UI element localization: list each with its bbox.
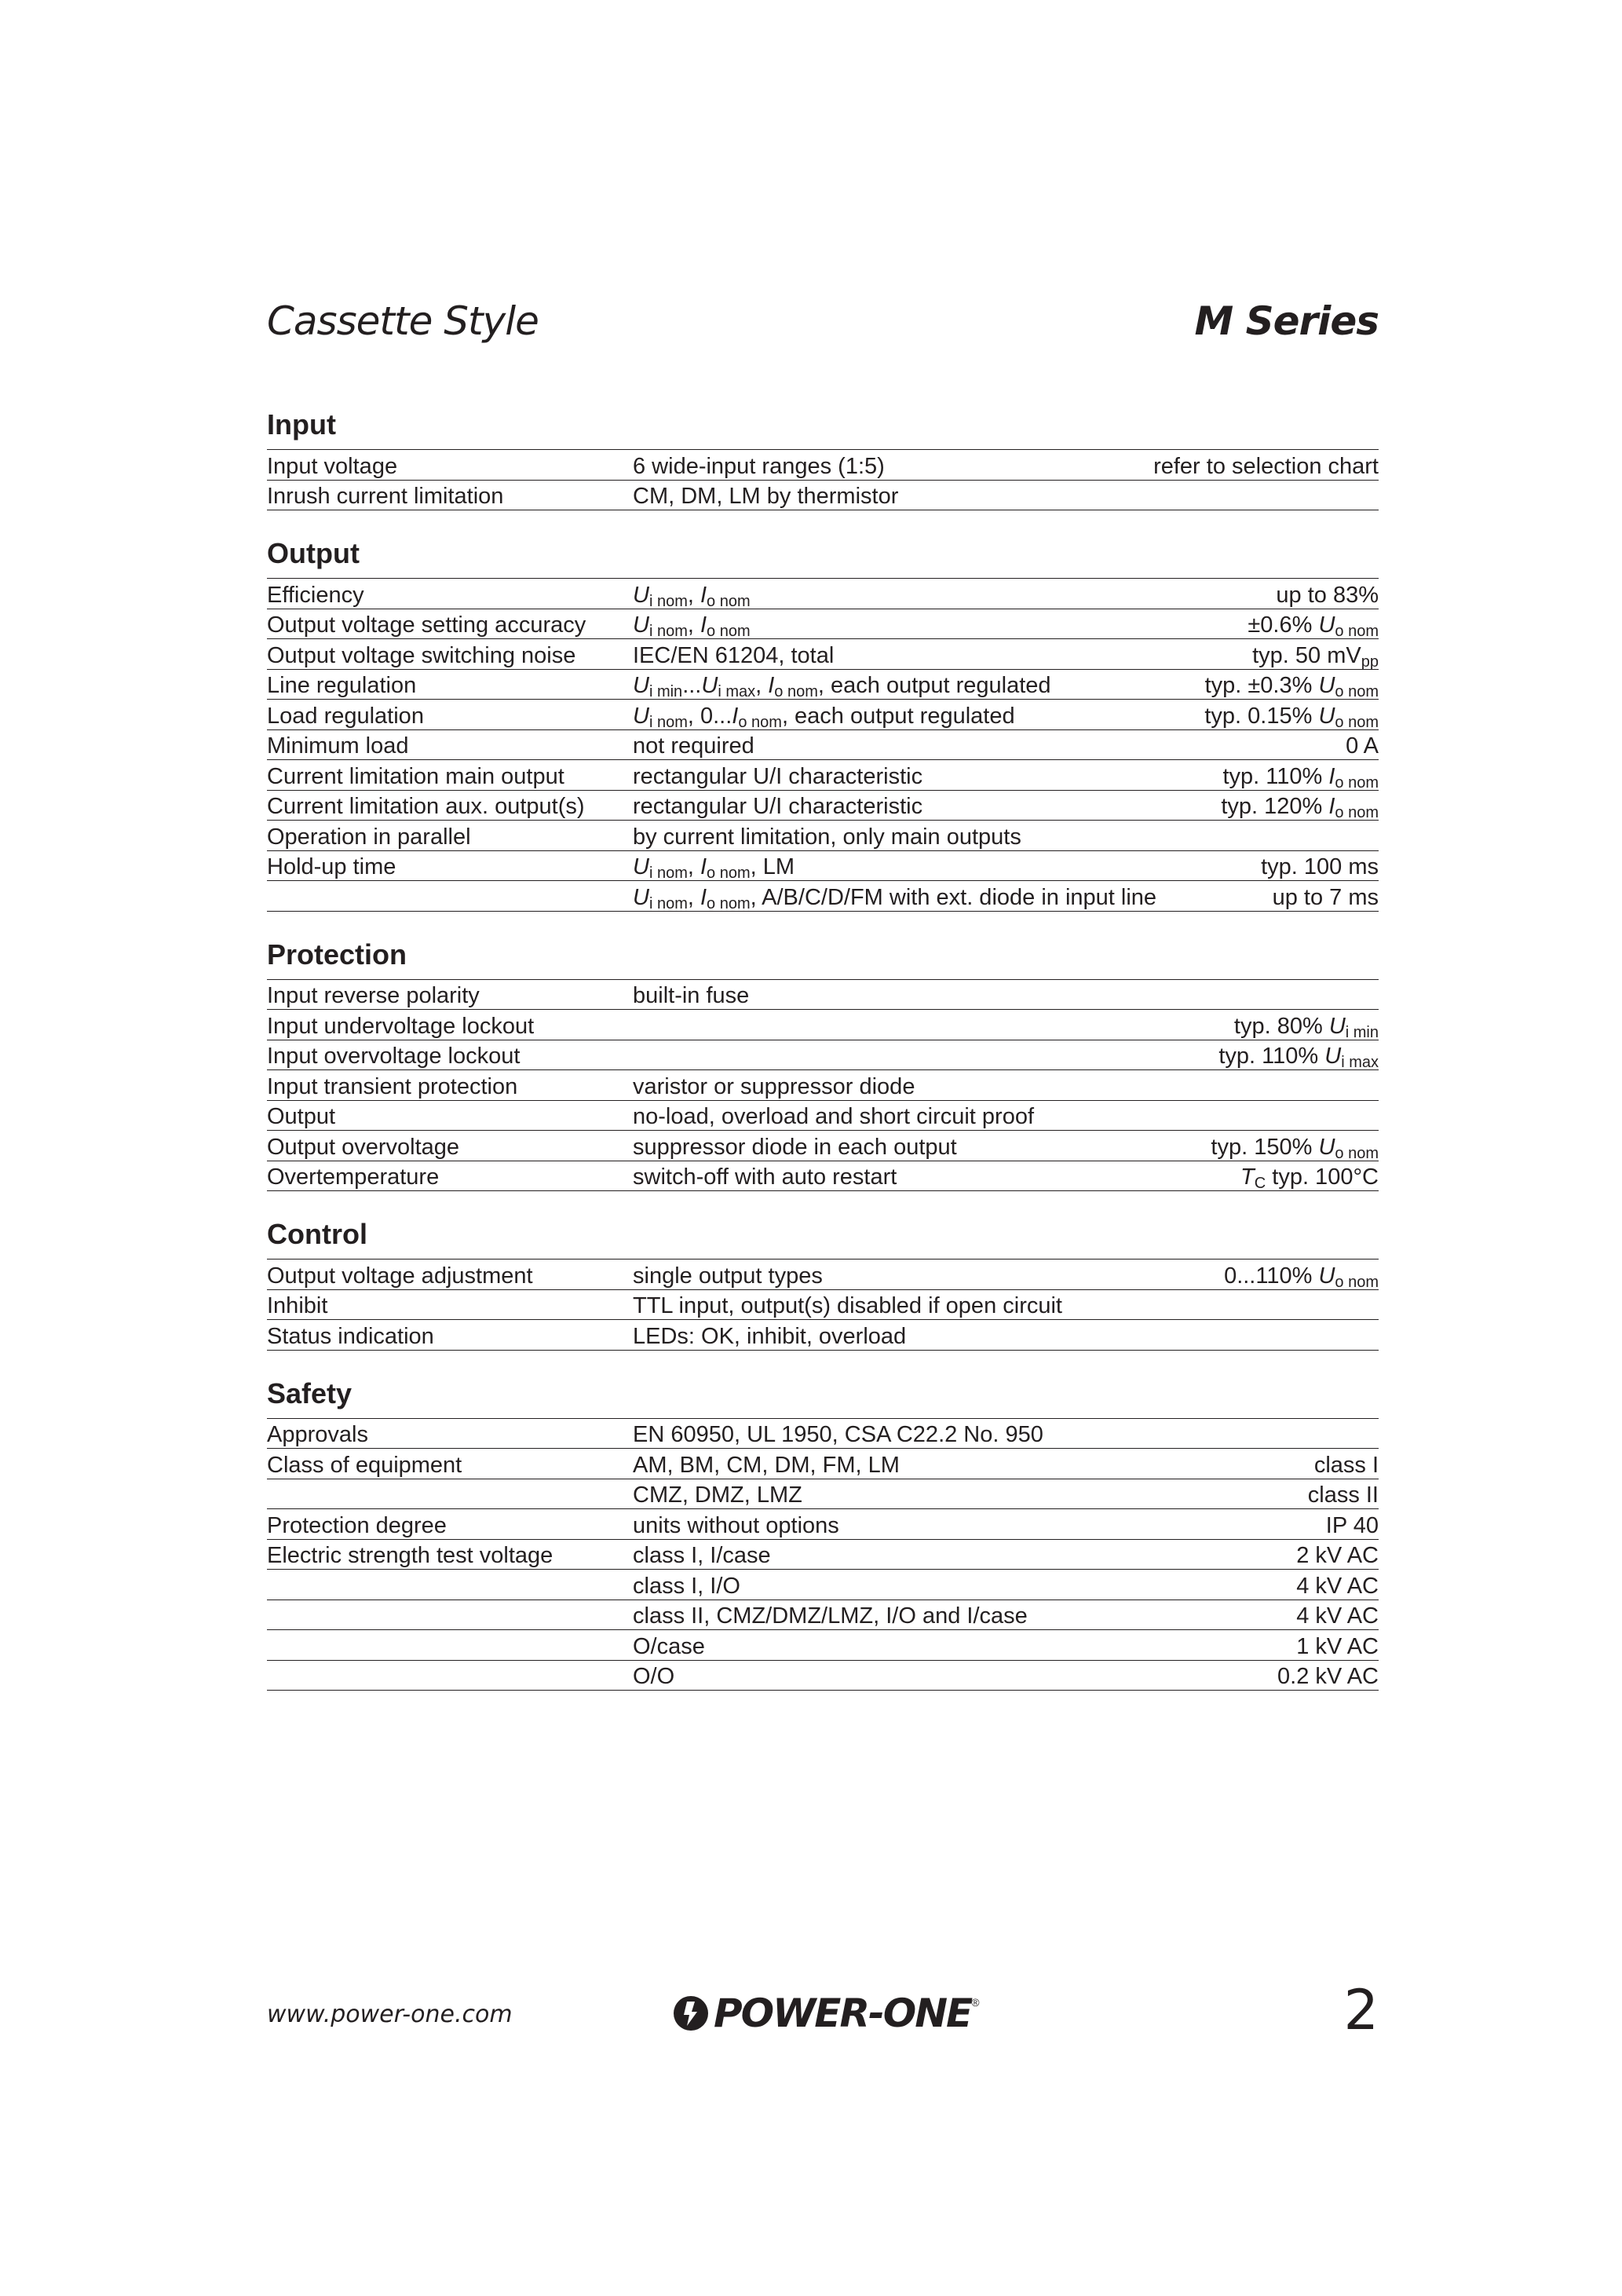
condition-cell: single output types: [633, 1260, 1120, 1290]
value-cell: [1120, 480, 1379, 510]
condition-cell: CM, DM, LM by thermistor: [633, 480, 1120, 510]
table-row: [267, 1449, 1379, 1479]
parameter-cell: [267, 1600, 633, 1630]
value-cell: refer to selection chart: [1120, 450, 1379, 481]
value-cell: up to 83%: [1156, 579, 1379, 609]
condition-cell: $U_{i nom}$, $I_{o nom}$, LM: [633, 850, 1156, 881]
condition-cell: rectangular U/I characteristic: [633, 760, 1156, 791]
condition-cell: $U_{i nom}$, $I_{o nom}$: [633, 609, 1156, 639]
section-title-output: Output: [267, 537, 360, 569]
condition-cell: LEDs: OK, inhibit, overload: [633, 1320, 1120, 1351]
parameter-cell: [267, 881, 633, 912]
value-cell: up to 7 ms: [1156, 881, 1379, 912]
parameter-cell: Status indication: [267, 1320, 633, 1351]
value-cell: 4 kV AC: [1120, 1600, 1379, 1630]
value-cell: 0 A: [1156, 729, 1379, 760]
table-row: [267, 1070, 1379, 1101]
table-row: [267, 1100, 1379, 1131]
value-cell: 4 kV AC: [1120, 1570, 1379, 1600]
table-row: [267, 579, 1379, 609]
value-cell: 0.2 kV AC: [1120, 1660, 1379, 1691]
value-cell: [1120, 1418, 1379, 1449]
table-row: [267, 639, 1379, 670]
page-number: 2: [1343, 1978, 1379, 2042]
parameter-cell: Output voltage switching noise: [267, 639, 633, 670]
table-row: [267, 821, 1379, 851]
value-cell: ±0.6% $U_{o nom}$: [1156, 609, 1379, 639]
header-title: Cassette Style: [267, 298, 539, 344]
parameter-cell: Output voltage adjustment: [267, 1260, 633, 1290]
parameter-cell: Minimum load: [267, 729, 633, 760]
value-cell: 0...110% $U_{o nom}$: [1120, 1260, 1379, 1290]
table-row: [267, 1630, 1379, 1661]
table-row: [267, 729, 1379, 760]
parameter-cell: Input voltage: [267, 450, 633, 481]
table-row: [267, 1600, 1379, 1630]
value-cell: class I: [1120, 1449, 1379, 1479]
power-one-logo: [671, 1990, 980, 2037]
condition-cell: by current limitation, only main outputs: [633, 821, 1156, 851]
condition-cell: not required: [633, 729, 1156, 760]
value-cell: typ. 110% $I_{o nom}$: [1156, 760, 1379, 791]
table-row: [267, 881, 1379, 912]
value-cell: [1120, 1289, 1379, 1320]
value-cell: class II: [1120, 1479, 1379, 1509]
parameter-cell: [267, 1660, 633, 1691]
spec-content: [267, 408, 1379, 1717]
header-series: M Series: [1194, 298, 1379, 344]
condition-cell: class II, CMZ/DMZ/LMZ, I/O and I/case: [633, 1600, 1120, 1630]
logo-wordmark: POWER-ONE: [714, 1991, 972, 2036]
condition-cell: TTL input, output(s) disabled if open circuit: [633, 1289, 1120, 1320]
value-cell: [1120, 979, 1379, 1010]
condition-cell: 6 wide-input ranges (1:5): [633, 450, 1120, 481]
table-row: [267, 1539, 1379, 1570]
condition-cell: varistor or suppressor diode: [633, 1070, 1120, 1101]
table-row: [267, 1289, 1379, 1320]
table-row: [267, 1131, 1379, 1161]
logo-registered-mark: ®: [971, 1996, 980, 2009]
value-cell: 2 kV AC: [1120, 1539, 1379, 1570]
table-row: [267, 1418, 1379, 1449]
parameter-cell: Protection degree: [267, 1509, 633, 1540]
value-cell: IP 40: [1120, 1509, 1379, 1540]
parameter-cell: Output voltage setting accuracy: [267, 609, 633, 639]
table-row: [267, 1479, 1379, 1509]
value-cell: [1120, 1100, 1379, 1131]
value-cell: typ. 80% $U_{i min}$: [1120, 1010, 1379, 1040]
parameter-cell: Current limitation main output: [267, 760, 633, 791]
section-title-input: Input: [267, 408, 336, 441]
spec-table-input: [267, 449, 1379, 510]
section-title-protection: Protection: [267, 938, 407, 971]
parameter-cell: Current limitation aux. output(s): [267, 790, 633, 821]
page-footer: [267, 1979, 1379, 2042]
condition-cell: $U_{i min}...U_{i max}$, $I_{o nom}$, each output regulated: [633, 669, 1156, 700]
table-row: [267, 450, 1379, 481]
page-header: [267, 298, 1379, 353]
datasheet-page: [267, 0, 1379, 2296]
value-cell: typ. 110% $U_{i max}$: [1120, 1040, 1379, 1070]
parameter-cell: Input overvoltage lockout: [267, 1040, 633, 1070]
table-row: [267, 480, 1379, 510]
condition-cell: [633, 1040, 1120, 1070]
value-cell: typ. 0.15% $U_{o nom}$: [1156, 700, 1379, 730]
condition-cell: O/case: [633, 1630, 1120, 1661]
table-row: [267, 1570, 1379, 1600]
table-row: [267, 1260, 1379, 1290]
condition-cell: switch-off with auto restart: [633, 1161, 1120, 1191]
parameter-cell: Inrush current limitation: [267, 480, 633, 510]
condition-cell: CMZ, DMZ, LMZ: [633, 1479, 1120, 1509]
parameter-cell: Load regulation: [267, 700, 633, 730]
spec-table-safety: [267, 1418, 1379, 1691]
condition-cell: AM, BM, CM, DM, FM, LM: [633, 1449, 1120, 1479]
condition-cell: no-load, overload and short circuit proof: [633, 1100, 1120, 1131]
table-row: [267, 1161, 1379, 1191]
value-cell: [1156, 821, 1379, 851]
condition-cell: EN 60950, UL 1950, CSA C22.2 No. 950: [633, 1418, 1120, 1449]
parameter-cell: Output: [267, 1100, 633, 1131]
value-cell: typ. 150% $U_{o nom}$: [1120, 1131, 1379, 1161]
condition-cell: IEC/EN 61204, total: [633, 639, 1156, 670]
footer-url[interactable]: www.power-one.com: [267, 2001, 513, 2028]
condition-cell: $U_{i nom}$, $0...I_{o nom}$, each output regulated: [633, 700, 1156, 730]
parameter-cell: [267, 1570, 633, 1600]
condition-cell: [633, 1010, 1120, 1040]
parameter-cell: Input undervoltage lockout: [267, 1010, 633, 1040]
power-one-logo-icon: [671, 1994, 711, 2033]
table-row: [267, 1040, 1379, 1070]
parameter-cell: Class of equipment: [267, 1449, 633, 1479]
table-row: [267, 979, 1379, 1010]
condition-cell: $U_{i nom}$, $I_{o nom}$: [633, 579, 1156, 609]
parameter-cell: Hold-up time: [267, 850, 633, 881]
parameter-cell: Operation in parallel: [267, 821, 633, 851]
table-row: [267, 1660, 1379, 1691]
condition-cell: suppressor diode in each output: [633, 1131, 1120, 1161]
table-row: [267, 669, 1379, 700]
value-cell: typ. 50 $mV_{pp}$: [1156, 639, 1379, 670]
value-cell: typ. 120% $I_{o nom}$: [1156, 790, 1379, 821]
value-cell: $T_C$ typ. 100°C: [1120, 1161, 1379, 1191]
parameter-cell: [267, 1479, 633, 1509]
table-row: [267, 700, 1379, 730]
table-row: [267, 1320, 1379, 1351]
table-row: [267, 790, 1379, 821]
parameter-cell: Electric strength test voltage: [267, 1539, 633, 1570]
parameter-cell: Efficiency: [267, 579, 633, 609]
parameter-cell: [267, 1630, 633, 1661]
parameter-cell: Input transient protection: [267, 1070, 633, 1101]
parameter-cell: Approvals: [267, 1418, 633, 1449]
table-row: [267, 760, 1379, 791]
parameter-cell: Input reverse polarity: [267, 979, 633, 1010]
condition-cell: units without options: [633, 1509, 1120, 1540]
spec-table-control: [267, 1259, 1379, 1351]
parameter-cell: Overtemperature: [267, 1161, 633, 1191]
condition-cell: rectangular U/I characteristic: [633, 790, 1156, 821]
value-cell: typ. 100 ms: [1156, 850, 1379, 881]
section-title-safety: Safety: [267, 1377, 353, 1409]
spec-table-protection: [267, 979, 1379, 1192]
value-cell: typ. ±0.3% $U_{o nom}$: [1156, 669, 1379, 700]
spec-table-output: [267, 578, 1379, 912]
table-row: [267, 1010, 1379, 1040]
value-cell: 1 kV AC: [1120, 1630, 1379, 1661]
table-row: [267, 609, 1379, 639]
condition-cell: O/O: [633, 1660, 1120, 1691]
value-cell: [1120, 1320, 1379, 1351]
value-cell: [1120, 1070, 1379, 1101]
condition-cell: $U_{i nom}$, $I_{o nom}$, A/B/C/D/FM with ext. diode in input line: [633, 881, 1156, 912]
parameter-cell: Output overvoltage: [267, 1131, 633, 1161]
parameter-cell: Inhibit: [267, 1289, 633, 1320]
condition-cell: class I, I/case: [633, 1539, 1120, 1570]
parameter-cell: Line regulation: [267, 669, 633, 700]
section-title-control: Control: [267, 1218, 367, 1250]
condition-cell: class I, I/O: [633, 1570, 1120, 1600]
table-row: [267, 850, 1379, 881]
condition-cell: built-in fuse: [633, 979, 1120, 1010]
table-row: [267, 1509, 1379, 1540]
